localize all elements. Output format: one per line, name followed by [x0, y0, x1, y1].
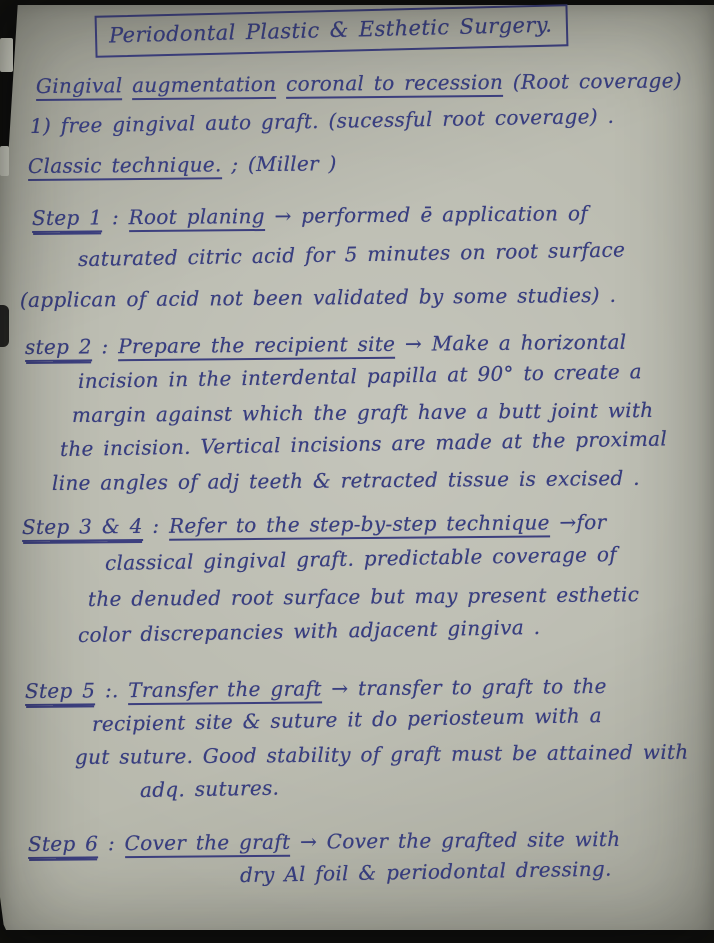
notes-section: [20, 675, 706, 807]
note-text-segment: → transfer to graft to the: [321, 673, 607, 701]
note-text-segment: adq. sutures.: [139, 775, 280, 802]
notes-section: [20, 826, 706, 891]
page-title: Periodontal Plastic & Esthetic Surgery.: [95, 4, 569, 58]
notes-section: [20, 330, 706, 500]
note-text-segment: :: [142, 513, 170, 538]
note-text-segment: (Root coverage): [503, 68, 683, 94]
note-text-segment: :: [102, 205, 129, 230]
note-text-segment: :: [91, 334, 119, 359]
note-text-segment: gut suture. Good stability of graft must be attained with: [74, 739, 689, 769]
photo-edge-top: [0, 0, 714, 5]
note-text-segment: saturated citric acid for 5 minutes on root surface: [77, 237, 626, 271]
note-text-segment: → performed ē application of: [264, 201, 589, 228]
note-line: [28, 140, 706, 186]
note-text-segment: Classic technique.: [28, 152, 222, 181]
note-text-segment: [276, 72, 286, 96]
note-text-segment: → Make a horizontal: [395, 329, 627, 356]
note-text-segment: Gingival: [36, 73, 123, 101]
note-text-segment: Transfer the graft: [128, 676, 322, 705]
note-text-segment: coronal to recession: [286, 70, 503, 99]
note-text-segment: Root planing: [129, 204, 265, 232]
note-line: [20, 274, 706, 321]
note-text-segment: classical gingival graft. predictable coverage of: [104, 542, 618, 575]
note-text-segment: margin against which the graft have a butt joint with: [71, 397, 654, 427]
note-text-segment: Step 1: [32, 207, 102, 233]
note-text-segment: step 2: [25, 336, 92, 362]
note-text-segment: → Cover the grafted site with: [290, 826, 621, 854]
note-text-segment: the incision. Vertical incisions are made at the proximal: [59, 426, 668, 461]
note-text-segment: →for: [549, 509, 607, 535]
notes-section: [20, 66, 706, 186]
notes-section: [20, 509, 706, 653]
note-text-segment: ; (Miller ): [221, 151, 337, 177]
note-text-segment: color discrepancies with adjacent gingiva .: [77, 614, 541, 647]
notes-section: [20, 198, 706, 321]
note-text-segment: Step 3 & 4: [22, 516, 143, 542]
note-text-segment: Step 6: [28, 833, 98, 859]
note-text-segment: dry Al foil & periodontal dressing.: [239, 856, 612, 887]
photo-edge-bottom: [0, 930, 714, 943]
note-text-segment: line angles of adj teeth & retracted tissue is excised .: [51, 465, 640, 495]
note-text-segment: recipient site & suture it do periosteum with a: [91, 703, 603, 736]
note-line: [52, 460, 706, 500]
notes-body: [20, 66, 706, 891]
note-text-segment: augmentation: [132, 72, 276, 100]
note-text-segment: incision in the interdental papilla at 90° to create a: [77, 359, 643, 393]
note-text-segment: Cover the graft: [125, 830, 291, 858]
note-text-segment: Step 5: [25, 680, 95, 706]
paper-edge-notch: [0, 146, 9, 176]
note-text-segment: the denuded root surface but may present esthetic: [87, 582, 640, 611]
note-text-segment: :.: [95, 678, 129, 703]
paper-edge-notch: [0, 38, 13, 72]
note-text-segment: :: [98, 831, 125, 856]
note-line: [240, 852, 706, 891]
note-text-segment: Refer to the step-by-step technique: [169, 510, 550, 540]
photo-edge-left-blob: [0, 305, 9, 347]
note-text-segment: [122, 73, 132, 97]
note-text-segment: (applican of acid not been validated by some studies) .: [19, 282, 617, 312]
note-text-segment: Prepare the recipient site: [118, 332, 395, 361]
note-text-segment: 1) free gingival auto graft. (sucessful root coverage) .: [29, 103, 615, 138]
